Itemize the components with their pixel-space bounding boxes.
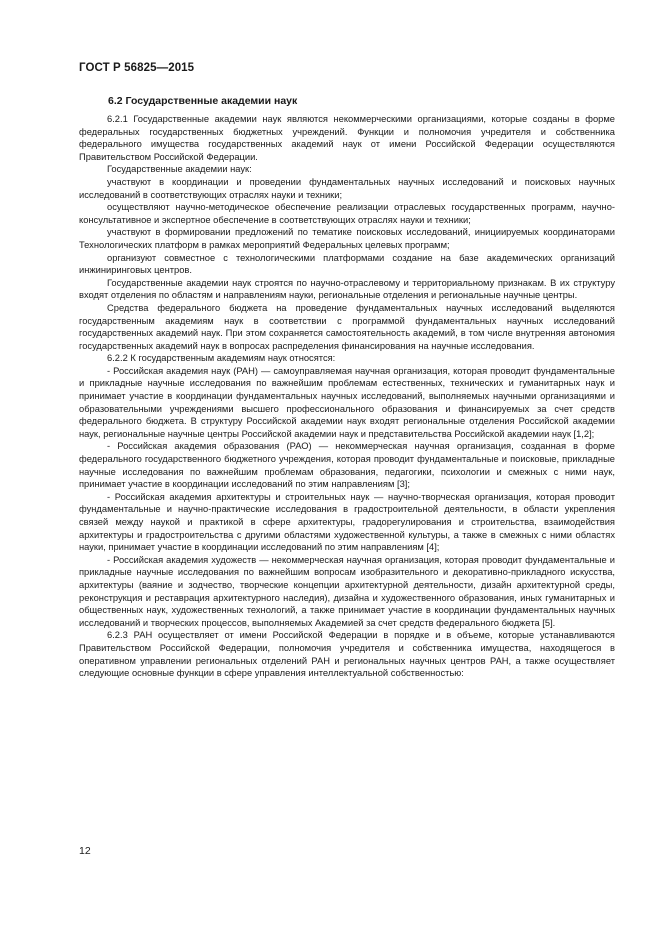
body-text (79, 113, 615, 680)
list-item: организуют совместное с технологическими платформами создание на базе академических организаций инжиниринговых центров. (79, 252, 615, 276)
list-item: - Российская академия образования (РАО) — некоммерческая научная организация, созданная в форме федерального государственного бюджетного учреждения, которая проводит фундаментальные и поисковые, прикладные научные исследования по важнейшим проблемам образования, педагогики, психологии и смежных с ними наук, принимает участие в координации исследований по этим направлениям [3]; (79, 441, 615, 490)
subsection-heading: 6.2.2 К государственным академиям наук относятся: (107, 353, 336, 364)
paragraph: Средства федерального бюджета на проведение фундаментальных научных исследований выделяются государственным академиям наук в соответствии с программой фундаментальных научных исследований государственных академий наук. При этом сохраняется самостоятельность академий, в том числе внутренняя автономия государственных академий наук в вопросах распределения финансирования на научные исследования. (79, 302, 615, 351)
list-item: - Российская академия архитектуры и строительных наук — научно-творческая организация, которая проводит фундаментальные и научно-практические исследования в градостроительной деятельности, в области укрепления связей между наукой и практикой в сфере архитектуры, градорегулирования и строительства, взаимодействия архитектуры и градостроительства с другими областями художественной культуры, а также в смежных с ними областях науки, принимает участие в координации исследований по этим направлениям [4]; (79, 491, 615, 553)
section-title: 6.2 Государственные академии наук (108, 95, 298, 107)
list-item: участвуют в координации и проведении фундаментальных научных исследований и поисковых научных исследований в соответствующих отраслях науки и техники; (79, 176, 615, 200)
paragraph: 6.2.1 Государственные академии наук являются некоммерческими организациями, которые созданы в форме федеральных государственных бюджетных учреждений. Функции и полномочия учредителя и собственника федерального имущества государственных академий наук от имени Российской Федерации осуществляются Правительством Российской Федерации. (79, 114, 615, 162)
paragraph: 6.2.3 РАН осуществляет от имени Российской Федерации в порядке и в объеме, которые устанавливаются Правительством Российской Федерации, полномочия учредителя и собственника имущества, находящегося в оперативном управлении региональных отделений РАН и региональных научных центров РАН, а также осуществляет следующие основные функции в сфере управления интеллектуальной собственностью: (79, 630, 615, 679)
document-header: ГОСТ Р 56825—2015 (79, 62, 195, 74)
paragraph: Государственные академии наук строятся по научно-отраслевому и территориальному признакам. В их структуру входят отделения по областям и направлениям науки, региональные отделения и региональные научные центры. (79, 277, 615, 301)
paragraph: Государственные академии наук: (107, 164, 252, 175)
page-number: 12 (79, 845, 91, 857)
list-item: - Российская академия художеств — некоммерческая научная организация, которая проводит фундаментальные и прикладные научные исследования по важнейшим вопросам изобразительного и декоративно-прикладного искусства, архитектуры (ваяние и зодчество, творческие концепции архитектурной деятельности, дизайн архитектурной среды, реконструкция и реставрация архитектурного наследия), дизайна и художественного образования, иных гуманитарных и общественных наук, художественных технологий, а также принимает участие в координации фундаментальных научных исследований и творческих процессов, выполняемых Академией за счет средств федерального бюджета [5]. (79, 554, 615, 628)
list-item: осуществляют научно-методическое обеспечение реализации отраслевых государственных программ, научно-консультативное и экспертное обеспечение в соответствующих отраслях науки и техники; (79, 202, 615, 225)
list-item: участвуют в формировании предложений по тематике поисковых исследований, инициируемых координаторами Технологических платформ в рамках мероприятий Федеральных целевых программ; (79, 227, 615, 250)
list-item: - Российская академия наук (РАН) — самоуправляемая научная организация, которая проводит фундаментальные и прикладные научные исследования по важнейшим проблемам естественных, технических и гуманитарных наук и принимает участие в координации фундаментальных научных исследований, выполняемых научными организациями и образовательными учреждениями высшего профессионального образования и финансируемых за счет средств федерального бюджета. В структуру Российской академии наук входят региональные отделения Российской академии наук, региональные научные центры Российской академии наук и представительства Российской академии наук [1,2]; (79, 365, 615, 439)
